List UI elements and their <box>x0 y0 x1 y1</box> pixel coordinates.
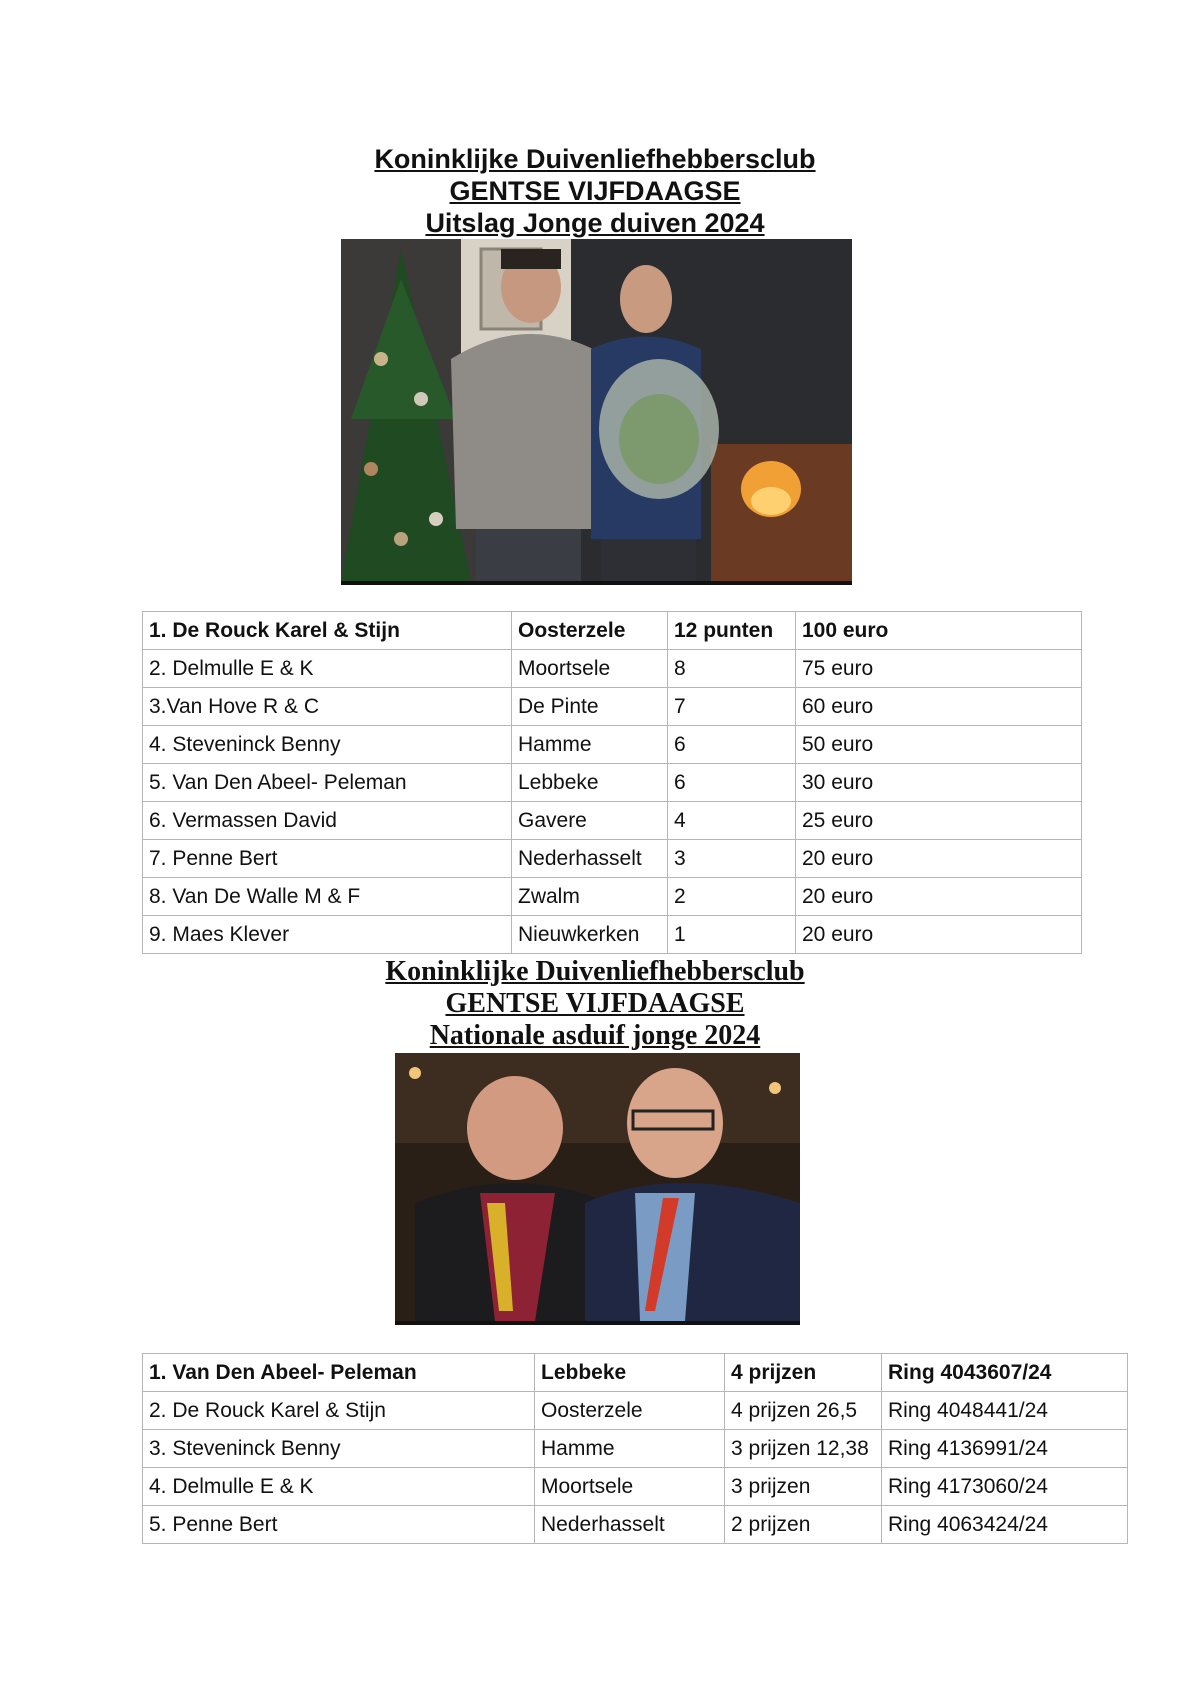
cell-place: Lebbeke <box>512 764 668 802</box>
cell-score: 7 <box>668 688 796 726</box>
cell-prize: 50 euro <box>796 726 1082 764</box>
cell-prizes: 3 prijzen 12,38 <box>725 1430 882 1468</box>
cell-ring: Ring 4136991/24 <box>882 1430 1128 1468</box>
cell-score: 6 <box>668 764 796 802</box>
cell-score: 1 <box>668 916 796 954</box>
cell-place: Hamme <box>535 1430 725 1468</box>
cell-name: 5. Van Den Abeel- Peleman <box>143 764 512 802</box>
table-row <box>143 688 1082 726</box>
table-row <box>143 916 1082 954</box>
table-row <box>143 726 1082 764</box>
cell-name: 1. De Rouck Karel & Stijn <box>143 612 512 650</box>
event-title-2: GENTSE VIJFDAAGSE <box>445 988 745 1019</box>
cell-prize: 20 euro <box>796 840 1082 878</box>
cell-place: Moortsele <box>535 1468 725 1506</box>
asduif-photo <box>395 1053 800 1321</box>
results-heading: Uitslag Jonge duiven 2024 <box>425 208 765 238</box>
cell-prize: 30 euro <box>796 764 1082 802</box>
cell-prize: 20 euro <box>796 878 1082 916</box>
cell-prizes: 4 prijzen <box>725 1354 882 1392</box>
cell-prize: 100 euro <box>796 612 1082 650</box>
cell-prizes: 2 prijzen <box>725 1506 882 1544</box>
cell-score: 12 punten <box>668 612 796 650</box>
cell-prize: 75 euro <box>796 650 1082 688</box>
cell-place: Oosterzele <box>535 1392 725 1430</box>
cell-name: 3. Steveninck Benny <box>143 1430 535 1468</box>
cell-score: 2 <box>668 878 796 916</box>
cell-name: 1. Van Den Abeel- Peleman <box>143 1354 535 1392</box>
table-row <box>143 1430 1128 1468</box>
cell-ring: Ring 4063424/24 <box>882 1506 1128 1544</box>
cell-place: Moortsele <box>512 650 668 688</box>
table-row <box>143 878 1082 916</box>
cell-prizes: 4 prijzen 26,5 <box>725 1392 882 1430</box>
cell-ring: Ring 4048441/24 <box>882 1392 1128 1430</box>
cell-prizes: 3 prijzen <box>725 1468 882 1506</box>
cell-name: 3.Van Hove R & C <box>143 688 512 726</box>
cell-name: 5. Penne Bert <box>143 1506 535 1544</box>
table-row <box>143 1506 1128 1544</box>
cell-place: Lebbeke <box>535 1354 725 1392</box>
photo-underline-2 <box>395 1321 800 1325</box>
asduif-heading: Nationale asduif jonge 2024 <box>429 1020 761 1051</box>
cell-ring: Ring 4173060/24 <box>882 1468 1128 1506</box>
cell-name: 4. Delmulle E & K <box>143 1468 535 1506</box>
cell-name: 8. Van De Walle M & F <box>143 878 512 916</box>
table-row <box>143 764 1082 802</box>
club-title: Koninklijke Duivenliefhebbersclub <box>374 144 816 174</box>
cell-place: Oosterzele <box>512 612 668 650</box>
table-row <box>143 1354 1128 1392</box>
table-row <box>143 802 1082 840</box>
cell-score: 8 <box>668 650 796 688</box>
photo-underline <box>341 581 852 585</box>
award-photo <box>341 239 852 581</box>
cell-ring: Ring 4043607/24 <box>882 1354 1128 1392</box>
cell-name: 7. Penne Bert <box>143 840 512 878</box>
cell-place: Nederhasselt <box>535 1506 725 1544</box>
cell-name: 6. Vermassen David <box>143 802 512 840</box>
cell-score: 6 <box>668 726 796 764</box>
cell-name: 4. Steveninck Benny <box>143 726 512 764</box>
table-row <box>143 612 1082 650</box>
cell-name: 2. Delmulle E & K <box>143 650 512 688</box>
cell-prize: 25 euro <box>796 802 1082 840</box>
table-row <box>143 1392 1128 1430</box>
cell-name: 9. Maes Klever <box>143 916 512 954</box>
cell-place: Nieuwkerken <box>512 916 668 954</box>
cell-name: 2. De Rouck Karel & Stijn <box>143 1392 535 1430</box>
club-title-2: Koninklijke Duivenliefhebbersclub <box>385 956 805 987</box>
cell-score: 3 <box>668 840 796 878</box>
table-row <box>143 650 1082 688</box>
cell-place: Hamme <box>512 726 668 764</box>
asduif-table <box>142 1353 1128 1544</box>
cell-prize: 20 euro <box>796 916 1082 954</box>
cell-place: Nederhasselt <box>512 840 668 878</box>
cell-prize: 60 euro <box>796 688 1082 726</box>
cell-place: De Pinte <box>512 688 668 726</box>
table-row <box>143 840 1082 878</box>
results-table <box>142 611 1082 954</box>
event-title: GENTSE VIJFDAAGSE <box>449 176 741 206</box>
cell-place: Gavere <box>512 802 668 840</box>
cell-place: Zwalm <box>512 878 668 916</box>
table-row <box>143 1468 1128 1506</box>
cell-score: 4 <box>668 802 796 840</box>
